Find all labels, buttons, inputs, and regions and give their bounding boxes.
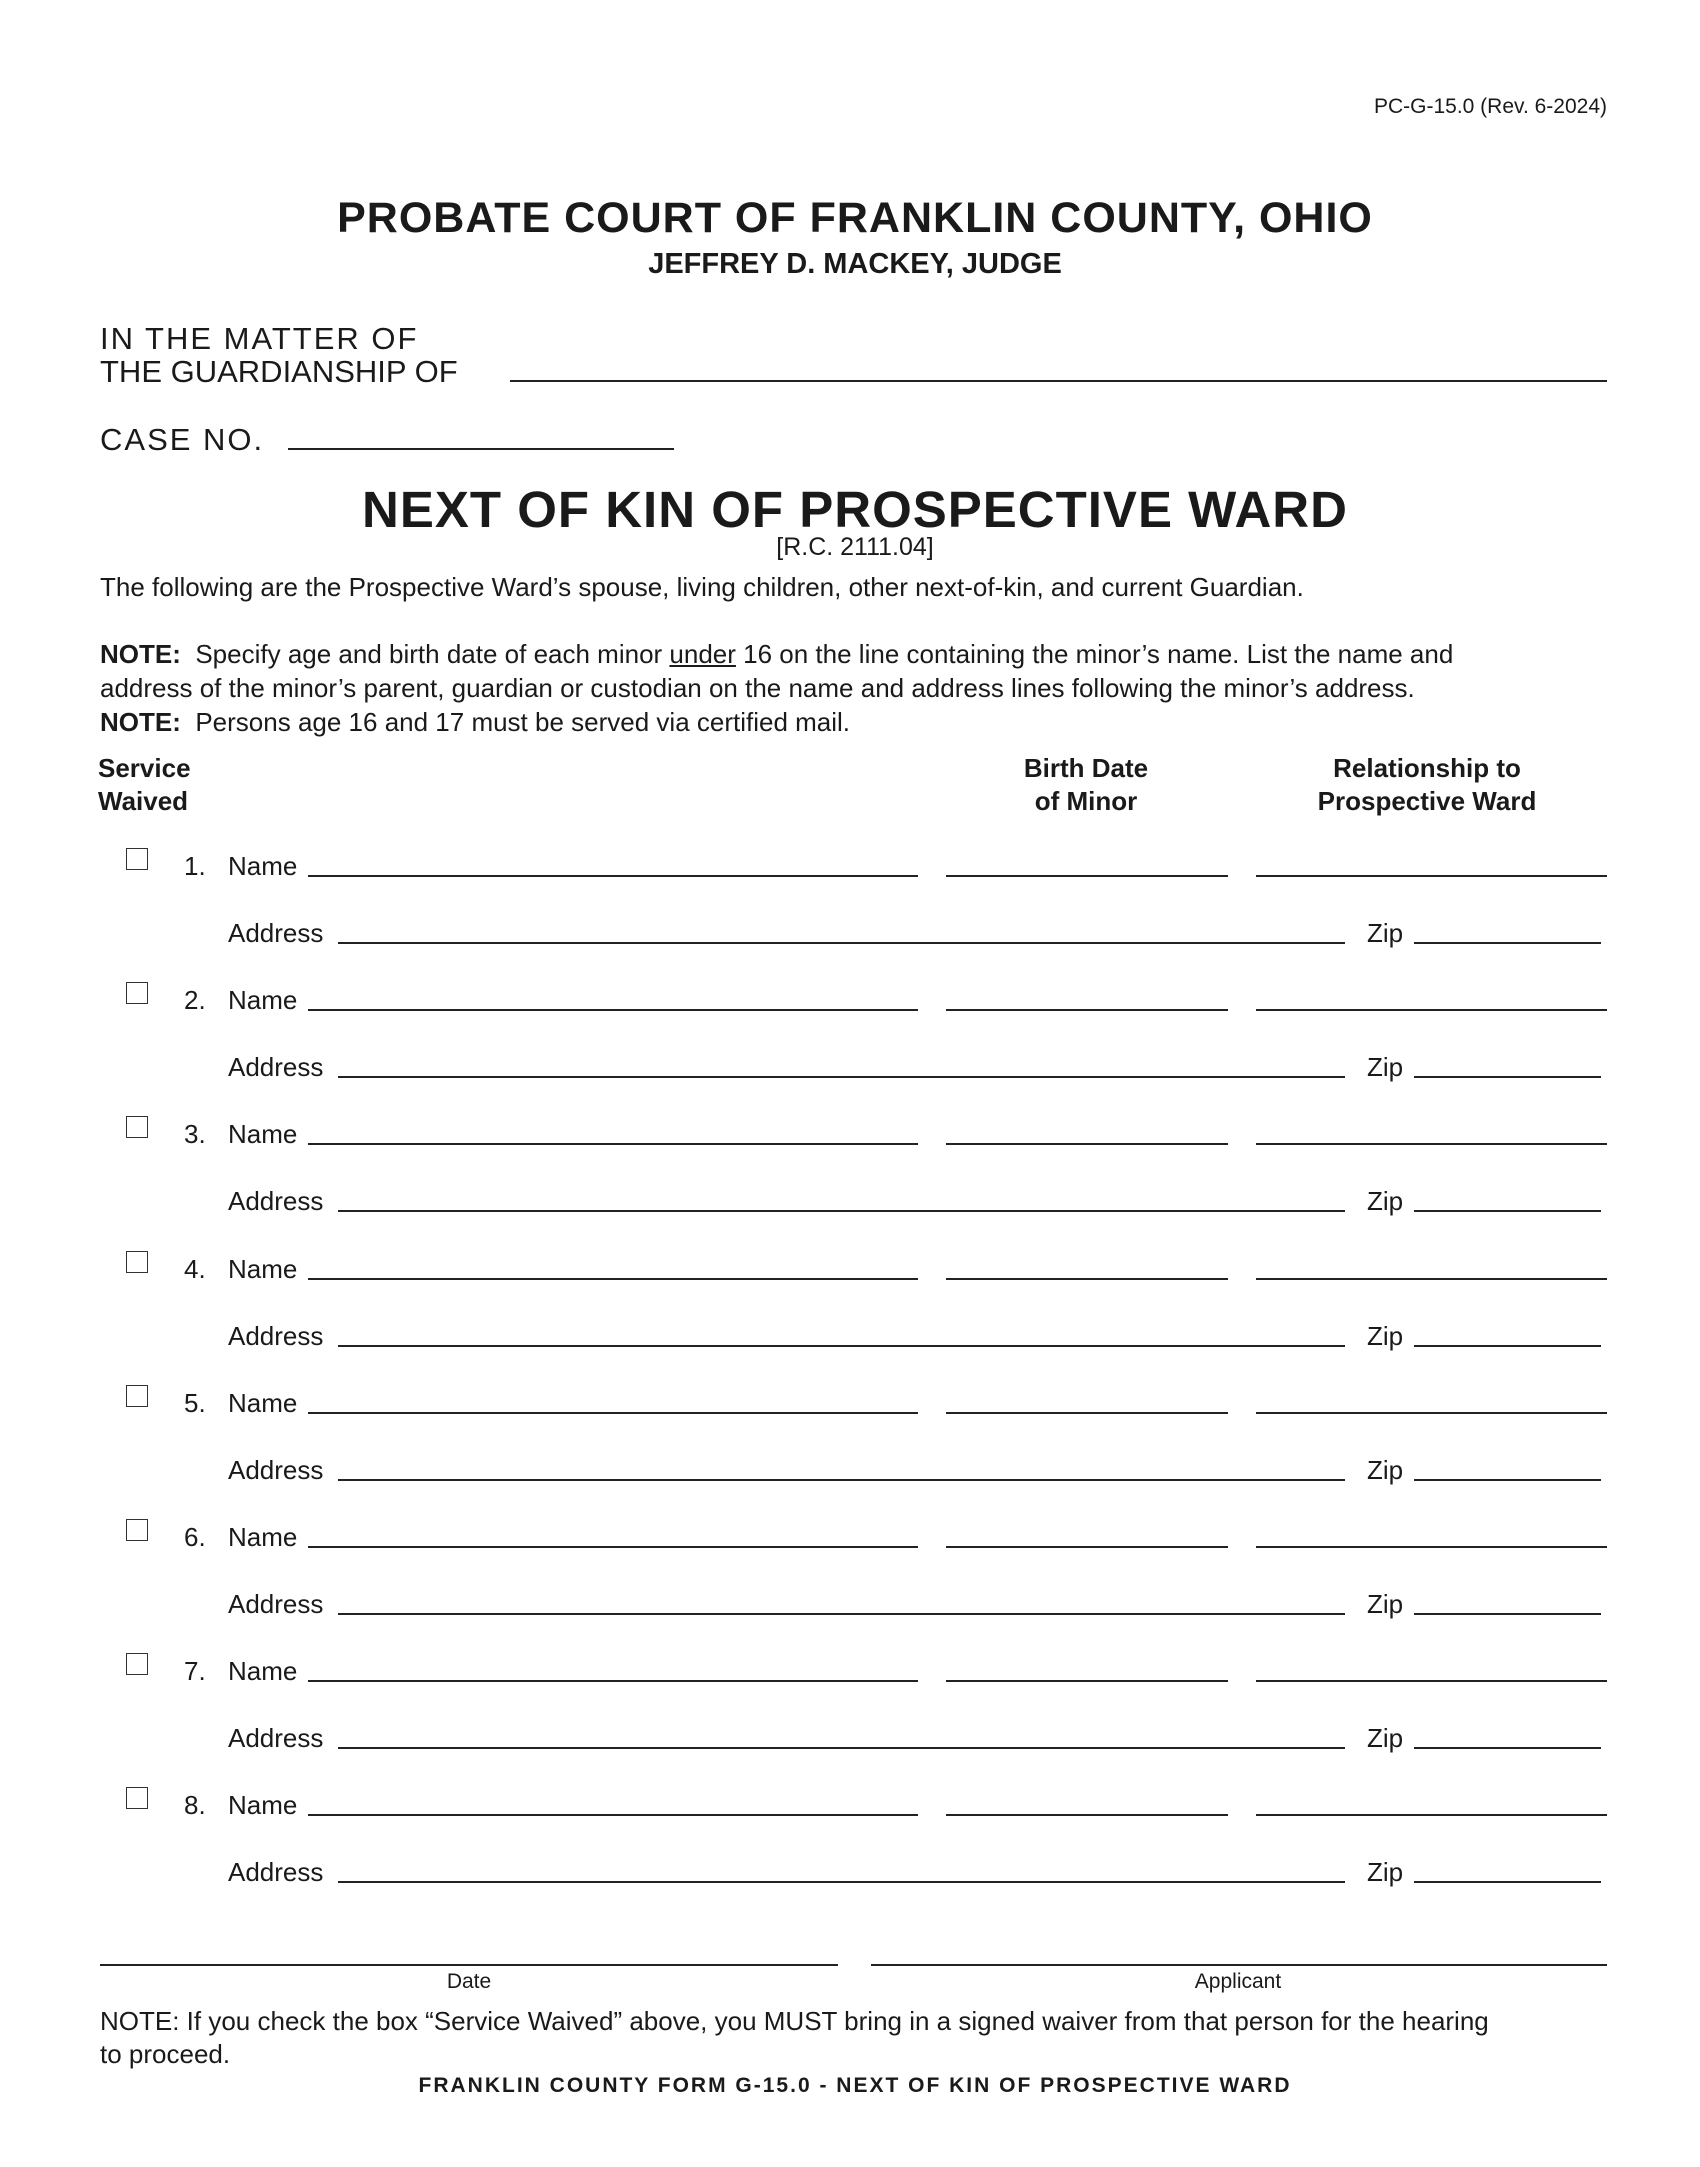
address-field[interactable] xyxy=(338,1613,1345,1615)
header-line: Birth Date xyxy=(1023,753,1149,783)
zip-field[interactable] xyxy=(1414,1613,1601,1615)
note-text: Specify age and birth date of each minor xyxy=(195,639,670,669)
zip-label: Zip xyxy=(1367,1186,1404,1217)
address-field[interactable] xyxy=(338,942,1345,944)
bottom-note-line2: to proceed. xyxy=(100,2039,231,2069)
birth-date-field[interactable] xyxy=(946,1009,1228,1011)
date-signature-line[interactable] xyxy=(100,1964,838,1966)
name-label: Name xyxy=(228,1119,298,1150)
entry-number: 3. xyxy=(184,1119,206,1150)
zip-label: Zip xyxy=(1367,1454,1404,1485)
name-field[interactable] xyxy=(308,1009,918,1011)
note-label: NOTE: xyxy=(100,707,181,737)
zip-label: Zip xyxy=(1367,1723,1404,1754)
address-field[interactable] xyxy=(338,1881,1345,1883)
zip-label: Zip xyxy=(1367,918,1404,948)
service-waived-checkbox[interactable] xyxy=(126,1385,148,1407)
note-text: Persons age 16 and 17 must be served via certified mail. xyxy=(195,707,851,737)
note-minor xyxy=(100,639,1453,670)
form-footer: FRANKLIN COUNTY FORM G-15.0 - NEXT OF KIN OF PROSPECTIVE WARD xyxy=(418,2074,1292,2097)
name-field[interactable] xyxy=(308,1412,918,1414)
address-label: Address xyxy=(228,1052,324,1083)
service-waived-checkbox[interactable] xyxy=(126,1519,148,1541)
address-field[interactable] xyxy=(338,1747,1345,1749)
address-label: Address xyxy=(228,1320,324,1351)
address-label: Address xyxy=(228,918,324,948)
birth-date-field[interactable] xyxy=(946,1814,1228,1816)
address-label: Address xyxy=(228,1589,324,1619)
name-field[interactable] xyxy=(308,1278,918,1280)
header-birth-date xyxy=(986,752,1186,818)
intro-text: The following are the Prospective Ward’s spouse, living children, other next-of-kin, and current Guardian. xyxy=(100,572,1304,602)
zip-label: Zip xyxy=(1367,1589,1404,1619)
matter-label: IN THE MATTER OF xyxy=(100,321,419,356)
name-label: Name xyxy=(228,851,298,881)
note-certified xyxy=(100,707,850,738)
zip-label: Zip xyxy=(1367,1320,1404,1351)
service-waived-checkbox[interactable] xyxy=(126,982,148,1004)
address-field[interactable] xyxy=(338,1345,1345,1347)
zip-label: Zip xyxy=(1367,1857,1404,1888)
case-no-field[interactable] xyxy=(288,448,674,450)
note-label: NOTE: xyxy=(100,639,181,669)
zip-field[interactable] xyxy=(1414,1076,1601,1078)
note-text: 16 on the line containing the minor’s name. List the name and xyxy=(735,639,1454,669)
date-label: Date xyxy=(446,1970,492,1993)
entry-number: 6. xyxy=(184,1522,206,1552)
relationship-field[interactable] xyxy=(1256,1680,1607,1682)
birth-date-field[interactable] xyxy=(946,1546,1228,1548)
guardianship-name-field[interactable] xyxy=(510,380,1607,382)
address-field[interactable] xyxy=(338,1076,1345,1078)
address-label: Address xyxy=(228,1454,324,1485)
judge-name: JEFFREY D. MACKEY, JUDGE xyxy=(648,248,1062,280)
address-field[interactable] xyxy=(338,1210,1345,1212)
address-field[interactable] xyxy=(338,1479,1345,1481)
entry-number: 8. xyxy=(184,1790,206,1821)
relationship-field[interactable] xyxy=(1256,1009,1607,1011)
form-title: NEXT OF KIN OF PROSPECTIVE WARD xyxy=(362,481,1348,538)
zip-field[interactable] xyxy=(1414,1210,1601,1212)
form-revision: PC-G-15.0 (Rev. 6-2024) xyxy=(1373,95,1607,118)
header-relationship xyxy=(1277,752,1577,818)
entry-number: 2. xyxy=(184,985,206,1016)
birth-date-field[interactable] xyxy=(946,1412,1228,1414)
zip-field[interactable] xyxy=(1414,942,1601,944)
service-waived-checkbox[interactable] xyxy=(126,1116,148,1138)
zip-field[interactable] xyxy=(1414,1345,1601,1347)
note-underlined: under xyxy=(669,639,736,669)
header-line: Waived xyxy=(98,786,189,816)
birth-date-field[interactable] xyxy=(946,1278,1228,1280)
case-no-label: CASE NO. xyxy=(100,422,265,457)
name-label: Name xyxy=(228,1253,298,1284)
name-label: Name xyxy=(228,1522,298,1552)
birth-date-field[interactable] xyxy=(946,875,1228,877)
header-line: of Minor xyxy=(1034,786,1138,816)
birth-date-field[interactable] xyxy=(946,1680,1228,1682)
zip-field[interactable] xyxy=(1414,1479,1601,1481)
zip-field[interactable] xyxy=(1414,1881,1601,1883)
name-field[interactable] xyxy=(308,1814,918,1816)
court-name: PROBATE COURT OF FRANKLIN COUNTY, OHIO xyxy=(337,194,1373,242)
bottom-note: NOTE: If you check the box “Service Waived” above, you MUST bring in a signed waiver from that person for the hearing xyxy=(100,2006,1489,2036)
relationship-field[interactable] xyxy=(1256,1143,1607,1145)
header-line: Prospective Ward xyxy=(1317,786,1537,816)
header-line: Service xyxy=(98,753,191,783)
entry-number: 7. xyxy=(184,1656,206,1687)
entry-number: 5. xyxy=(184,1387,206,1418)
birth-date-field[interactable] xyxy=(946,1143,1228,1145)
service-waived-checkbox[interactable] xyxy=(126,848,148,870)
relationship-field[interactable] xyxy=(1256,1278,1607,1280)
name-field[interactable] xyxy=(308,875,918,877)
entry-number: 4. xyxy=(184,1253,206,1284)
name-label: Name xyxy=(228,985,298,1016)
statute-reference: [R.C. 2111.04] xyxy=(776,533,934,561)
name-field[interactable] xyxy=(308,1680,918,1682)
name-label: Name xyxy=(228,1387,298,1418)
applicant-signature-line[interactable] xyxy=(871,1964,1607,1966)
service-waived-checkbox[interactable] xyxy=(126,1787,148,1809)
entry-number: 1. xyxy=(184,851,206,881)
zip-label: Zip xyxy=(1367,1052,1404,1083)
name-label: Name xyxy=(228,1656,298,1687)
address-label: Address xyxy=(228,1186,324,1217)
zip-field[interactable] xyxy=(1414,1747,1601,1749)
note-minor-line2: address of the minor’s parent, guardian or custodian on the name and address lines following the minor’s address. xyxy=(100,673,1415,703)
header-service-waived xyxy=(98,752,191,818)
service-waived-checkbox[interactable] xyxy=(126,1653,148,1675)
name-field[interactable] xyxy=(308,1143,918,1145)
address-label: Address xyxy=(228,1857,324,1888)
service-waived-checkbox[interactable] xyxy=(126,1251,148,1273)
header-line: Relationship to xyxy=(1333,753,1521,783)
relationship-field[interactable] xyxy=(1256,1814,1607,1816)
relationship-field[interactable] xyxy=(1256,875,1607,877)
address-label: Address xyxy=(228,1723,324,1754)
applicant-label: Applicant xyxy=(1194,1970,1282,1993)
guardianship-label: THE GUARDIANSHIP OF xyxy=(100,354,458,389)
name-label: Name xyxy=(228,1790,298,1821)
name-field[interactable] xyxy=(308,1546,918,1548)
relationship-field[interactable] xyxy=(1256,1412,1607,1414)
relationship-field[interactable] xyxy=(1256,1546,1607,1548)
